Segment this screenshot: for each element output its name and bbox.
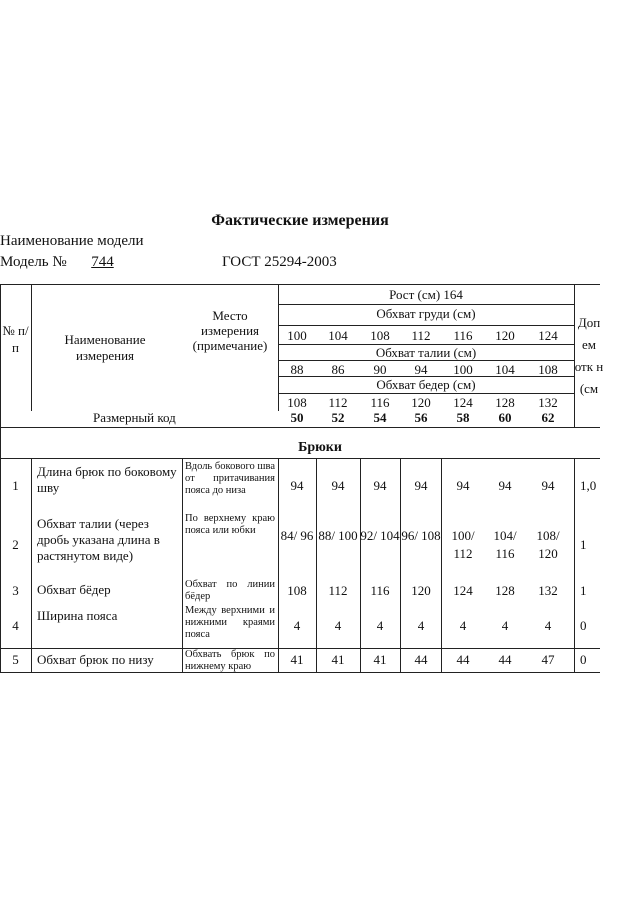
size-code-3: 54: [373, 410, 387, 425]
size-value: 94: [456, 478, 470, 493]
measurement-place: Вдоль бокового шва от притачивания пояса до низа: [185, 461, 275, 496]
size-value: 44: [456, 652, 470, 667]
header-waist: Обхват талии (см): [375, 345, 477, 360]
size-value: 4: [376, 618, 384, 633]
size-value: 47: [541, 652, 555, 667]
header-chest: Обхват груди (см): [376, 306, 476, 321]
measurement-name: Обхват талии (через дробь указана длина в растянутом виде): [37, 516, 160, 563]
chest-value-6: 120: [495, 328, 515, 343]
size-value: 128: [495, 583, 515, 598]
size-value: 100/ 112: [451, 528, 475, 561]
size-value: 4: [293, 618, 301, 633]
size-value: 44: [414, 652, 428, 667]
header-tolerance: Доп ем отк н (см: [574, 315, 604, 396]
measurement-name: Обхват бёдер: [37, 582, 111, 597]
size-value: 94: [498, 478, 512, 493]
header-number: № п/ п: [2, 323, 29, 355]
model-number-value: 744: [91, 254, 114, 270]
measurement-place: По верхнему краю пояса или юбки: [185, 513, 275, 536]
document-title: Фактические измерения: [211, 212, 389, 229]
size-value: 4: [544, 618, 552, 633]
size-value: 120: [411, 583, 431, 598]
model-number-line: [0, 254, 134, 271]
hip-value-1: 108: [287, 395, 307, 410]
chest-value-5: 116: [453, 328, 473, 343]
hip-value-3: 116: [370, 395, 390, 410]
measurement-name: Ширина пояса: [37, 608, 118, 623]
hip-value-6: 128: [495, 395, 515, 410]
size-value: 112: [328, 583, 348, 598]
size-value: 84/ 96: [280, 528, 314, 543]
header-measurement-place: Место измерения (примечание): [192, 308, 268, 353]
size-code-6: 60: [498, 410, 512, 425]
size-value: 88/ 100: [318, 528, 358, 543]
size-code-label: Размерный код: [93, 410, 176, 425]
tolerance-value: 1: [580, 583, 587, 598]
waist-value-6: 104: [495, 362, 515, 377]
waist-value-1: 88: [290, 362, 304, 377]
size-value: 108: [287, 583, 307, 598]
measurement-place: Обхвать брюк по нижнему краю: [185, 649, 275, 672]
chest-value-4: 112: [411, 328, 431, 343]
chest-value-7: 124: [538, 328, 558, 343]
model-name-label: Наименование модели: [0, 233, 144, 249]
size-code-4: 56: [414, 410, 428, 425]
model-number-label: Модель №: [0, 254, 67, 270]
size-code-5: 58: [456, 410, 470, 425]
size-code-7: 62: [541, 410, 555, 425]
size-code-2: 52: [331, 410, 345, 425]
size-value: 104/ 116: [493, 528, 517, 561]
tolerance-value: 1: [580, 537, 587, 552]
size-value: 41: [331, 652, 345, 667]
measurement-place: Между верхними и нижними краями пояса: [185, 605, 275, 640]
hip-value-7: 132: [538, 395, 558, 410]
size-value: 4: [417, 618, 425, 633]
hip-value-4: 120: [411, 395, 431, 410]
gost-label: ГОСТ 25294-2003: [222, 254, 337, 270]
row-number: 2: [12, 537, 19, 552]
size-value: 92/ 104: [360, 528, 400, 543]
size-value: 4: [459, 618, 467, 633]
waist-value-7: 108: [538, 362, 558, 377]
row-number: 4: [12, 618, 19, 633]
size-value: 132: [538, 583, 558, 598]
size-value: 4: [334, 618, 342, 633]
header-height: Рост (см) 164: [389, 287, 463, 302]
size-value: 44: [498, 652, 512, 667]
tolerance-value: 1,0: [580, 478, 597, 493]
measurement-name: Обхват брюк по низу: [37, 652, 154, 667]
header-hip: Обхват бедер (см): [376, 377, 476, 392]
header-measurement-name: Наименование измерения: [64, 332, 146, 363]
size-value: 96/ 108: [401, 528, 441, 543]
waist-value-3: 90: [373, 362, 387, 377]
size-value: 94: [373, 478, 387, 493]
hip-value-2: 112: [328, 395, 348, 410]
size-value: 94: [290, 478, 304, 493]
hip-value-5: 124: [453, 395, 473, 410]
chest-value-1: 100: [287, 328, 307, 343]
size-value: 108/ 120: [536, 528, 560, 561]
tolerance-value: 0: [580, 618, 587, 633]
row-number: 1: [12, 478, 19, 493]
size-value: 4: [501, 618, 509, 633]
section-title: Брюки: [298, 440, 342, 455]
tolerance-value: 0: [580, 652, 587, 667]
size-value: 94: [331, 478, 345, 493]
waist-value-5: 100: [453, 362, 473, 377]
row-number: 3: [12, 583, 19, 598]
size-value: 94: [541, 478, 555, 493]
row-number: 5: [12, 652, 19, 667]
size-value: 124: [453, 583, 473, 598]
size-value: 116: [370, 583, 390, 598]
size-code-1: 50: [290, 410, 304, 425]
size-value: 94: [414, 478, 428, 493]
measurement-name: Длина брюк по боковому шву: [37, 464, 177, 495]
size-value: 41: [373, 652, 387, 667]
size-value: 41: [290, 652, 304, 667]
waist-value-4: 94: [414, 362, 428, 377]
chest-value-3: 108: [370, 328, 390, 343]
measurement-place: Обхват по линии бёдер: [185, 579, 275, 602]
waist-value-2: 86: [331, 362, 345, 377]
chest-value-2: 104: [328, 328, 348, 343]
